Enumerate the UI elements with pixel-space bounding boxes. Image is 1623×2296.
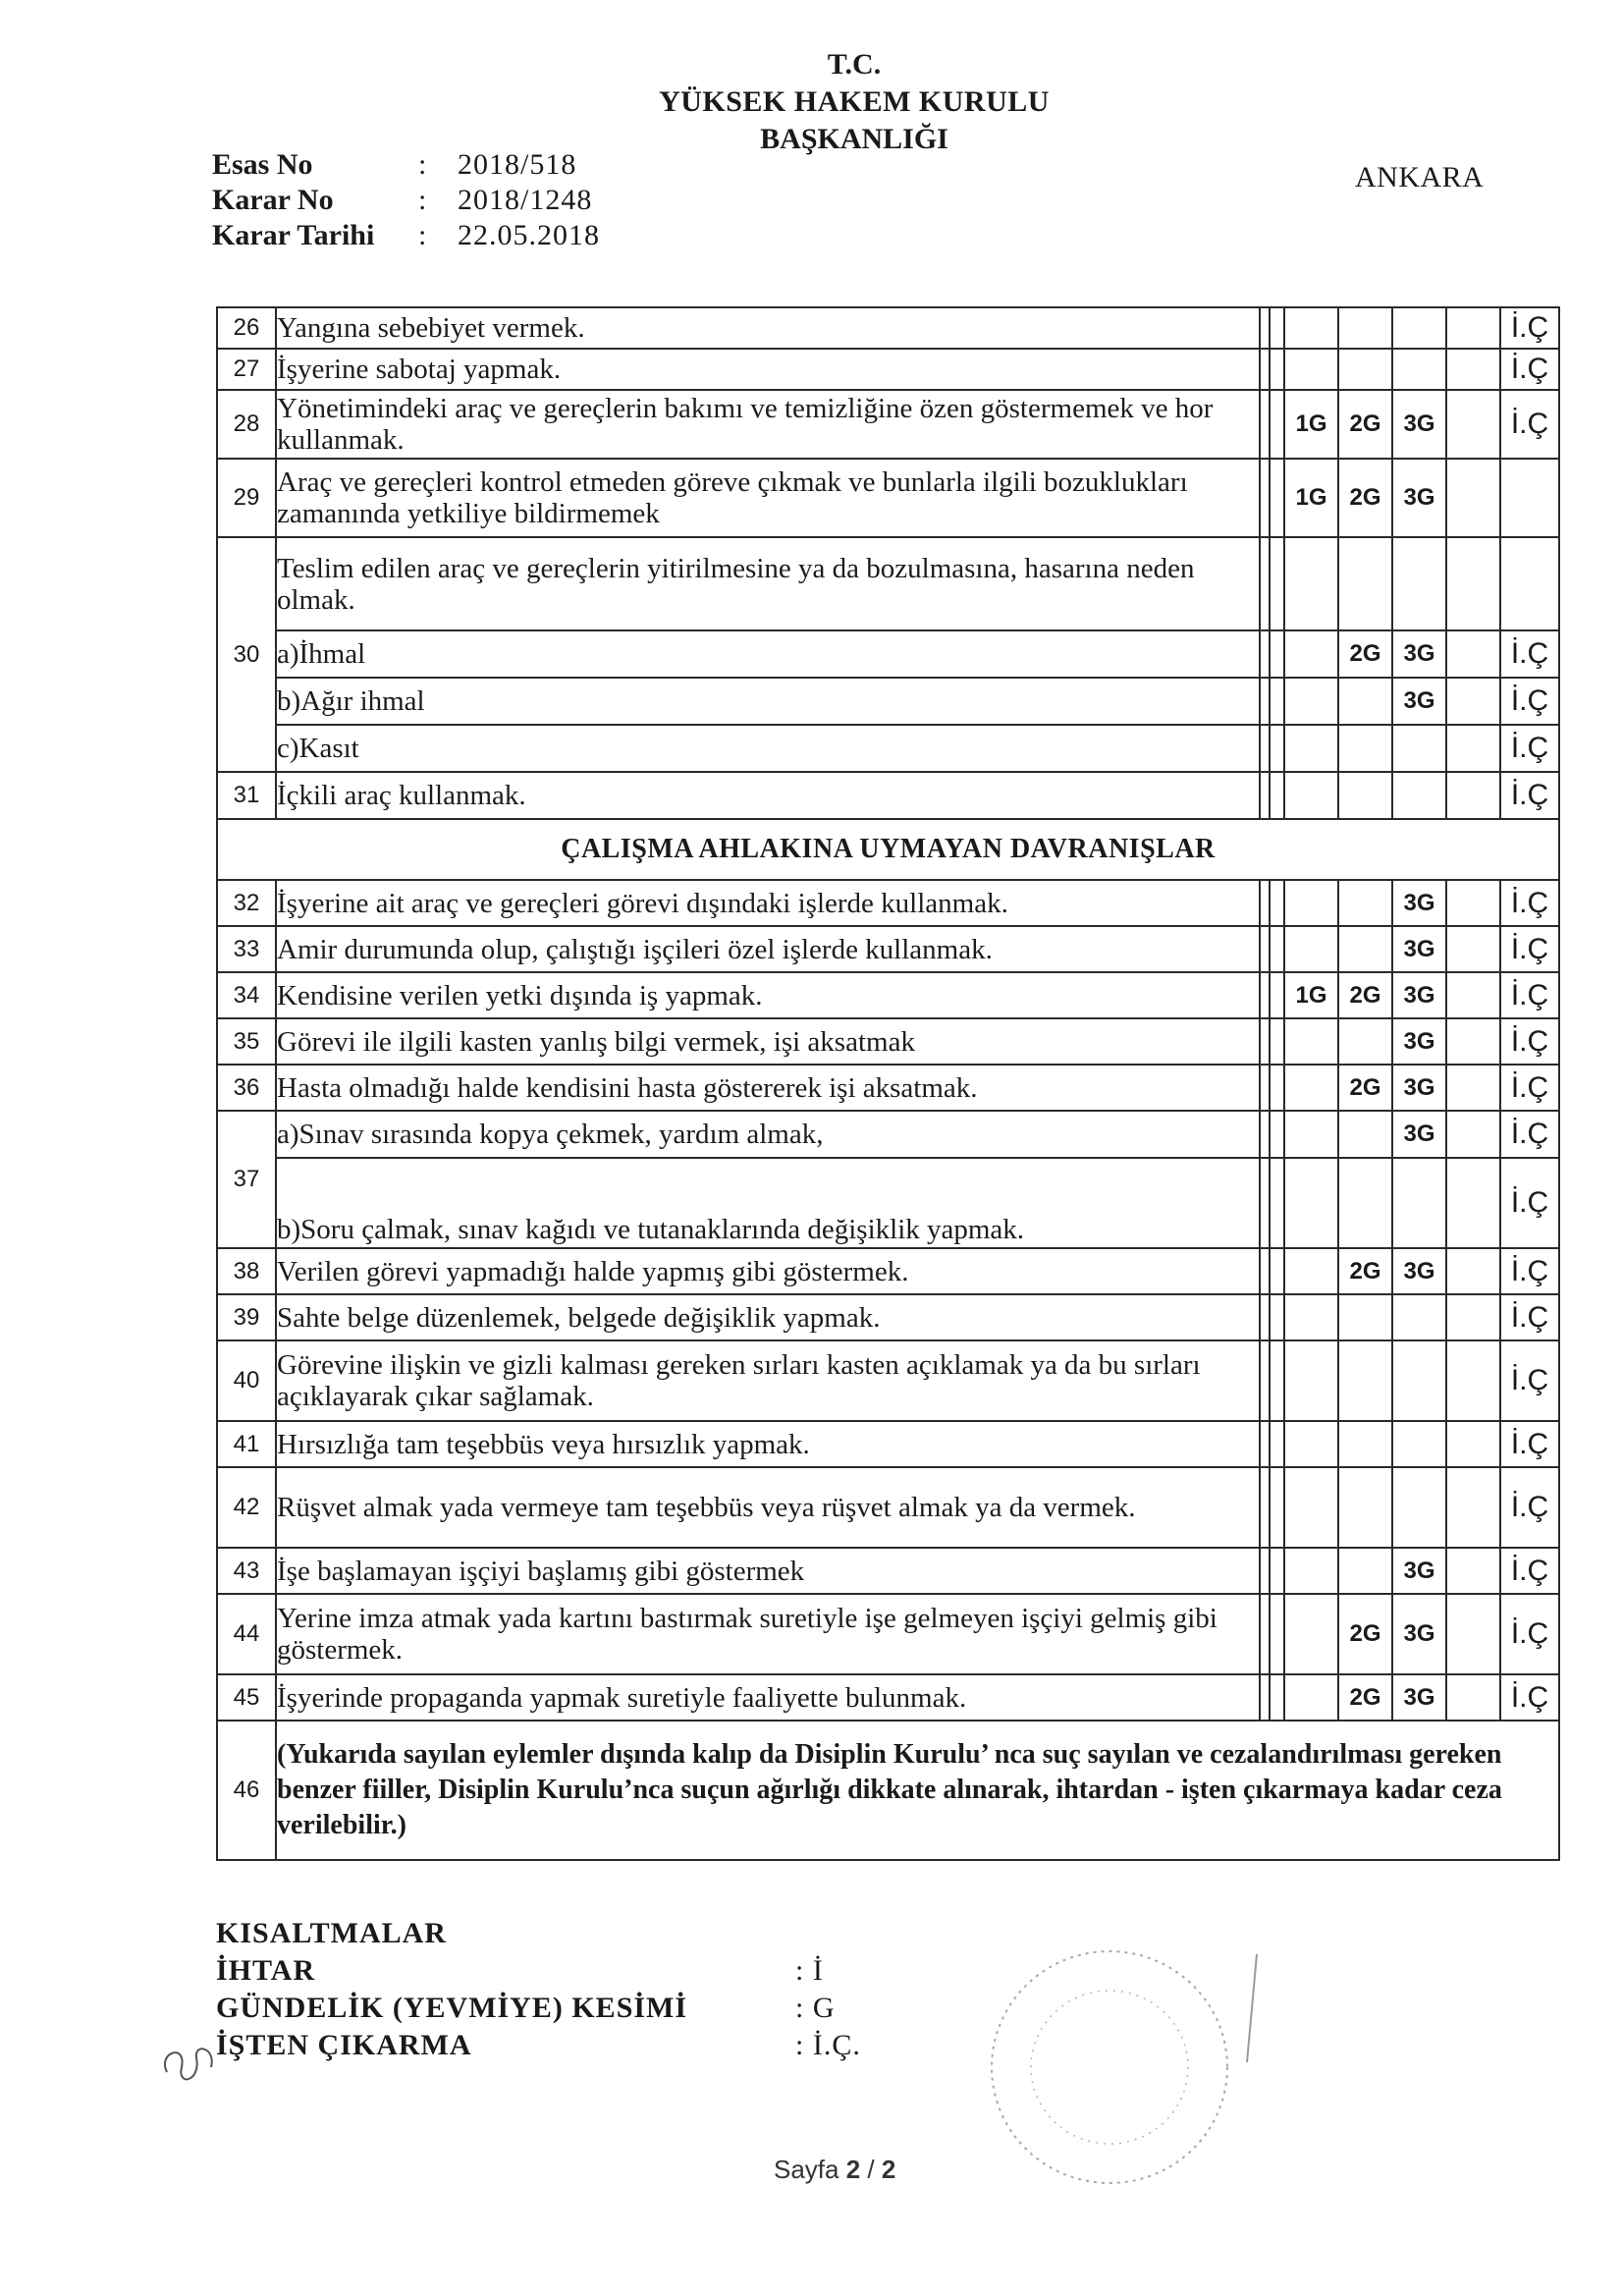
table-row <box>217 307 1559 349</box>
penalty-2g: 2G <box>1338 1248 1392 1294</box>
row-number: 27 <box>217 349 276 390</box>
row-description: İşyerinde propaganda yapmak suretiyle faaliyette bulunmak. <box>276 1674 1260 1721</box>
tarih-value: 22.05.2018 <box>458 219 600 251</box>
table-row <box>217 1594 1559 1674</box>
row-description: Hırsızlığa tam teşebbüs veya hırsızlık yapmak. <box>276 1421 1260 1467</box>
table-row <box>217 630 1559 678</box>
row-description: İşyerine ait araç ve gereçleri görevi dışındaki işlerde kullanmak. <box>276 880 1260 926</box>
row-description: Görevine ilişkin ve gizli kalması gereken sırları kasten açıklamak ya da bu sırları açıklayarak çıkar sağlamak. <box>276 1340 1260 1421</box>
table-row <box>217 537 1559 630</box>
abbreviation-label: GÜNDELİK (YEVMİYE) KESİMİ <box>216 1992 688 2024</box>
table-row <box>217 390 1559 459</box>
row-description: Rüşvet almak yada vermeye tam teşebbüs veya rüşvet almak ya da vermek. <box>276 1467 1260 1548</box>
row-description: Yangına sebebiyet vermek. <box>276 307 1260 349</box>
table-row <box>217 1721 1559 1860</box>
penalty-2g: 2G <box>1338 1065 1392 1111</box>
penalty-2g: 2G <box>1338 630 1392 678</box>
table-row <box>217 349 1559 390</box>
handwritten-initials <box>147 2013 236 2102</box>
header-tc: T.C. <box>827 48 882 81</box>
penalty-ic: İ.Ç <box>1500 1674 1559 1721</box>
abbreviation-item <box>216 2027 861 2064</box>
row-number: 32 <box>217 880 276 926</box>
page-total: 2 <box>881 2155 896 2184</box>
table-row <box>217 1248 1559 1294</box>
table-row <box>217 1158 1559 1248</box>
separator: : <box>418 148 427 181</box>
row-subitem: a)Sınav sırasında kopya çekmek, yardım almak, <box>276 1111 1260 1158</box>
penalty-3g: 3G <box>1392 678 1446 725</box>
row-number: 29 <box>217 459 276 537</box>
abbreviation-value: : İ.Ç. <box>795 2029 861 2061</box>
penalty-1g: 1G <box>1284 459 1338 537</box>
row-description: Sahte belge düzenlemek, belgede değişiklik yapmak. <box>276 1294 1260 1340</box>
row-description: Yerine imza atmak yada kartını bastırmak suretiyle işe gelmeyen işçiyi gelmiş gibi göstermek. <box>276 1594 1260 1674</box>
table-row <box>217 972 1559 1018</box>
penalty-2g: 2G <box>1338 1594 1392 1674</box>
penalty-ic: İ.Ç <box>1500 1158 1559 1248</box>
penalty-3g: 3G <box>1392 630 1446 678</box>
row-description: Amir durumunda olup, çalıştığı işçileri özel işlerde kullanmak. <box>276 926 1260 972</box>
penalty-ic: İ.Ç <box>1500 1248 1559 1294</box>
row-number: 34 <box>217 972 276 1018</box>
karar-row <box>212 183 600 218</box>
penalty-3g: 3G <box>1392 1065 1446 1111</box>
table-row <box>217 1467 1559 1548</box>
penalty-2g: 2G <box>1338 459 1392 537</box>
row-description: İçkili araç kullanmak. <box>276 772 1260 819</box>
penalty-ic: İ.Ç <box>1500 630 1559 678</box>
row-number: 35 <box>217 1018 276 1065</box>
penalty-3g: 3G <box>1392 1594 1446 1674</box>
row-description: İşyerine sabotaj yapmak. <box>276 349 1260 390</box>
esas-value: 2018/518 <box>458 148 577 181</box>
row-subitem: b)Soru çalmak, sınav kağıdı ve tutanaklarında değişiklik yapmak. <box>276 1158 1260 1248</box>
row-number: 43 <box>217 1548 276 1594</box>
penalty-3g: 3G <box>1392 926 1446 972</box>
penalty-3g: 3G <box>1392 1018 1446 1065</box>
abbreviations <box>216 1915 861 2064</box>
penalty-3g: 3G <box>1392 972 1446 1018</box>
abbreviations-title: KISALTMALAR <box>216 1917 447 1949</box>
table-row <box>217 1340 1559 1421</box>
penalty-1g: 1G <box>1284 972 1338 1018</box>
row-description: Kendisine verilen yetki dışında iş yapmak. <box>276 972 1260 1018</box>
penalty-ic: İ.Ç <box>1500 1111 1559 1158</box>
section-heading: ÇALIŞMA AHLAKINA UYMAYAN DAVRANIŞLAR <box>217 819 1559 880</box>
abbreviation-label: İHTAR <box>216 1954 316 1987</box>
row-number: 41 <box>217 1421 276 1467</box>
row-description: Araç ve gereçleri kontrol etmeden göreve çıkmak ve bunlarla ilgili bozuklukları zamanında yetkiliye bildirmemek <box>276 459 1260 537</box>
row-number: 39 <box>217 1294 276 1340</box>
row-description: Teslim edilen araç ve gereçlerin yitirilmesine ya da bozulmasına, hasarına neden olmak. <box>276 537 1260 630</box>
penalty-2g: 2G <box>1338 972 1392 1018</box>
penalty-3g: 3G <box>1392 1674 1446 1721</box>
table-row <box>217 1111 1559 1158</box>
karar-value: 2018/1248 <box>458 184 593 216</box>
city: ANKARA <box>1355 161 1485 193</box>
table-row <box>217 880 1559 926</box>
table-row <box>217 459 1559 537</box>
penalty-3g: 3G <box>1392 1111 1446 1158</box>
row-number: 46 <box>217 1721 276 1860</box>
header-presidency: BAŞKANLIĞI <box>760 123 948 155</box>
penalty-ic: İ.Ç <box>1500 725 1559 772</box>
abbreviation-item <box>216 1990 861 2027</box>
penalty-ic: İ.Ç <box>1500 1594 1559 1674</box>
row-number: 44 <box>217 1594 276 1674</box>
penalty-3g: 3G <box>1392 1248 1446 1294</box>
row-number: 38 <box>217 1248 276 1294</box>
separator: : <box>418 219 427 251</box>
row-number: 31 <box>217 772 276 819</box>
table-row <box>217 1065 1559 1111</box>
penalty-ic: İ.Ç <box>1500 880 1559 926</box>
row-number: 26 <box>217 307 276 349</box>
table-row <box>217 772 1559 819</box>
row-subitem: a)İhmal <box>276 630 1260 678</box>
closing-note: (Yukarıda sayılan eylemler dışında kalıp da Disiplin Kurulu’ nca suç sayılan ve cezalandırılması gereken benzer fiiller, Disiplin Kurulu’nca suçun ağırlığı dikkate alınarak, ihtardan - işten çıkarmaya kadar ceza verilebilir.) <box>276 1721 1559 1860</box>
page-prefix: Sayfa <box>774 2155 846 2184</box>
karar-label: Karar No <box>212 184 334 216</box>
table-row <box>217 1294 1559 1340</box>
header-institution: YÜKSEK HAKEM KURULU <box>659 85 1050 118</box>
section-row <box>217 819 1559 880</box>
table-row <box>217 725 1559 772</box>
row-subitem: b)Ağır ihmal <box>276 678 1260 725</box>
penalty-ic: İ.Ç <box>1500 1294 1559 1340</box>
penalty-2g: 2G <box>1338 390 1392 459</box>
penalty-3g: 3G <box>1392 1548 1446 1594</box>
penalty-2g: 2G <box>1338 1674 1392 1721</box>
row-description: İşe başlamayan işçiyi başlamış gibi göstermek <box>276 1548 1260 1594</box>
table-row <box>217 1548 1559 1594</box>
penalty-1g: 1G <box>1284 390 1338 459</box>
penalty-3g: 3G <box>1392 880 1446 926</box>
case-metadata <box>212 147 600 253</box>
penalty-ic: İ.Ç <box>1500 678 1559 725</box>
row-number: 37 <box>217 1111 276 1248</box>
abbreviation-label: İŞTEN ÇIKARMA <box>216 2029 472 2061</box>
page-current: 2 <box>845 2155 861 2184</box>
row-number: 40 <box>217 1340 276 1421</box>
penalty-ic: İ.Ç <box>1500 1548 1559 1594</box>
penalty-ic: İ.Ç <box>1500 772 1559 819</box>
table-row <box>217 1421 1559 1467</box>
row-subitem: c)Kasıt <box>276 725 1260 772</box>
table-row <box>217 1018 1559 1065</box>
penalty-ic: İ.Ç <box>1500 972 1559 1018</box>
row-description: Hasta olmadığı halde kendisini hasta göstererek işi aksatmak. <box>276 1065 1260 1111</box>
row-description: Yönetimindeki araç ve gereçlerin bakımı ve temizliğine özen göstermemek ve hor kullanmak. <box>276 390 1260 459</box>
discipline-table <box>216 306 1560 1861</box>
row-description: Verilen görevi yapmadığı halde yapmış gibi göstermek. <box>276 1248 1260 1294</box>
abbreviation-value: : G <box>795 1992 836 2024</box>
table-row <box>217 678 1559 725</box>
tarih-row <box>212 218 600 253</box>
row-number: 28 <box>217 390 276 459</box>
esas-row <box>212 147 600 183</box>
penalty-ic: İ.Ç <box>1500 349 1559 390</box>
esas-label: Esas No <box>212 148 313 181</box>
row-description: Görevi ile ilgili kasten yanlış bilgi vermek, işi aksatmak <box>276 1018 1260 1065</box>
row-number: 33 <box>217 926 276 972</box>
penalty-ic: İ.Ç <box>1500 1340 1559 1421</box>
table-row <box>217 1674 1559 1721</box>
penalty-ic: İ.Ç <box>1500 1421 1559 1467</box>
penalty-3g: 3G <box>1392 459 1446 537</box>
abbreviation-value: : İ <box>795 1954 824 1987</box>
row-number: 45 <box>217 1674 276 1721</box>
penalty-ic: İ.Ç <box>1500 1467 1559 1548</box>
page-separator: / <box>860 2155 882 2184</box>
penalty-3g: 3G <box>1392 390 1446 459</box>
abbreviation-item <box>216 1952 861 1990</box>
row-number: 36 <box>217 1065 276 1111</box>
penalty-ic: İ.Ç <box>1500 1018 1559 1065</box>
page-number <box>774 2155 895 2185</box>
penalty-ic: İ.Ç <box>1500 926 1559 972</box>
separator: : <box>418 184 427 216</box>
row-number: 42 <box>217 1467 276 1548</box>
penalty-ic: İ.Ç <box>1500 1065 1559 1111</box>
penalty-ic: İ.Ç <box>1500 307 1559 349</box>
row-number: 30 <box>217 537 276 772</box>
table-row <box>217 926 1559 972</box>
penalty-ic: İ.Ç <box>1500 390 1559 459</box>
official-stamp <box>962 1925 1286 2210</box>
tarih-label: Karar Tarihi <box>212 219 375 251</box>
